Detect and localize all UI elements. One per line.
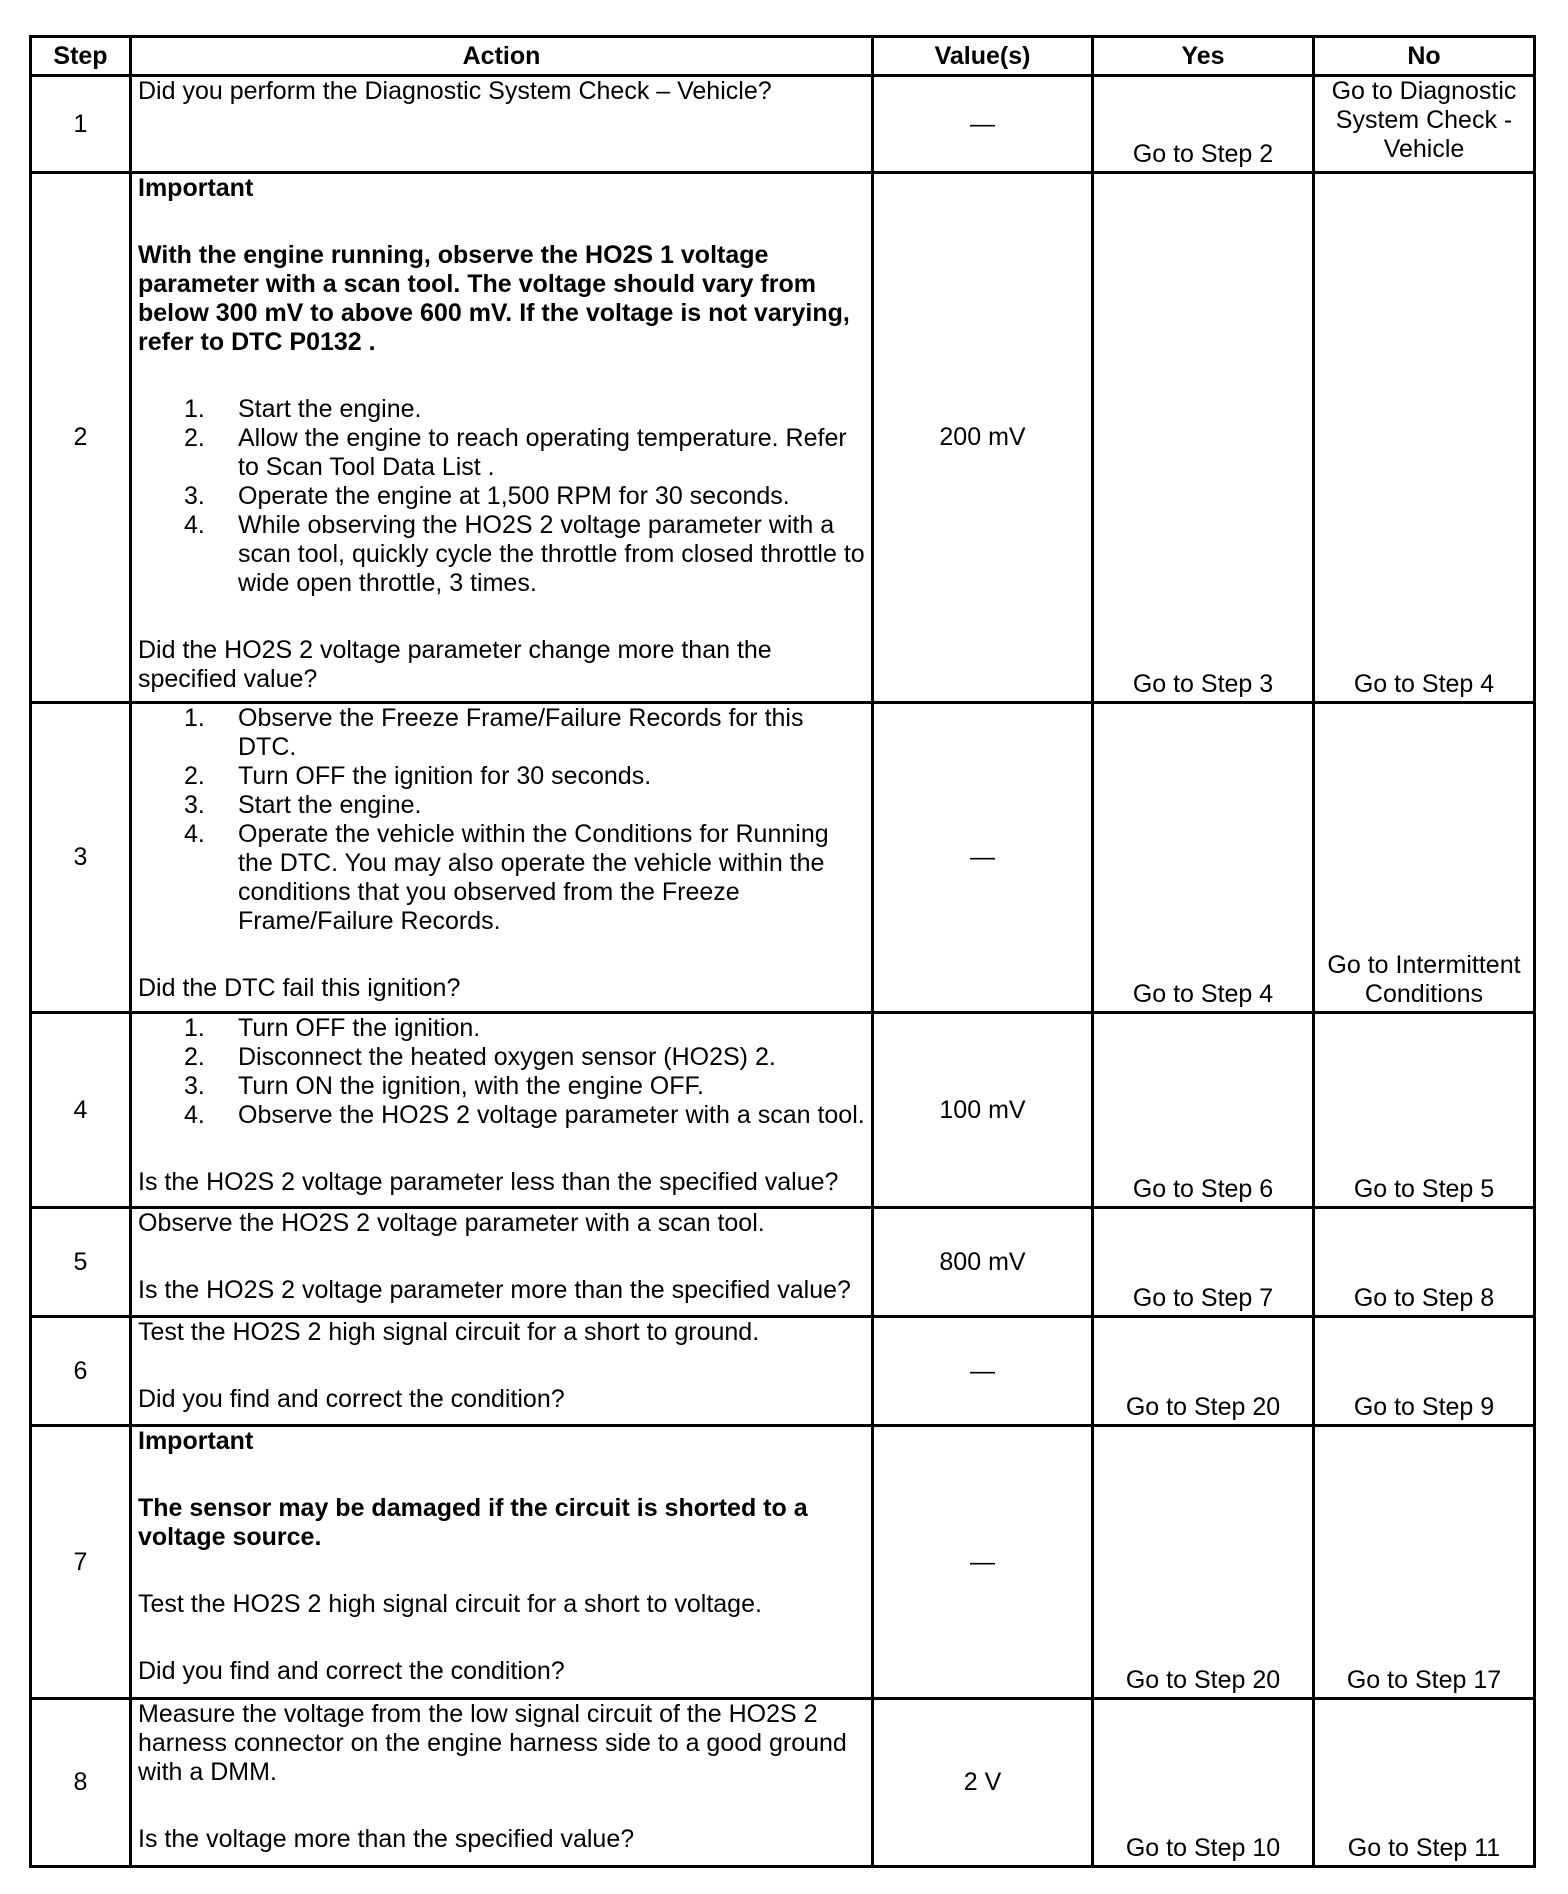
action-question: Did the DTC fail this ignition? xyxy=(138,974,461,1002)
substep-item: 4. While observing the HO2S 2 voltage parameter with a scan tool, quickly cycle the throttle from closed throttle to wide open throttle, 3 times. xyxy=(184,511,865,597)
important-text: With the engine running, observe the HO2S 1 voltage parameter with a scan tool. The voltage should vary from below 300 mV to above 600 mV. If the voltage is not varying, refer to DTC P0132 . xyxy=(138,241,850,356)
substep-item: 1. Observe the Freeze Frame/Failure Records for this DTC. xyxy=(184,704,804,761)
substep-list xyxy=(138,395,867,598)
value-cell: — xyxy=(873,1426,1093,1699)
step-number: 2 xyxy=(31,173,131,703)
substep-item: 4. Observe the HO2S 2 voltage parameter with a scan tool. xyxy=(184,1101,865,1129)
diagnostic-table xyxy=(29,35,1536,1868)
step-number: 5 xyxy=(31,1208,131,1317)
substep-item: 3. Turn ON the ignition, with the engine OFF. xyxy=(184,1072,704,1100)
action-question: Did you find and correct the condition? xyxy=(138,1385,565,1413)
action-cell xyxy=(131,1013,873,1208)
table-row-step-7 xyxy=(31,1426,1535,1699)
substep-list xyxy=(138,1014,867,1130)
no-link[interactable]: Go to Step 17 xyxy=(1314,1426,1535,1699)
yes-link[interactable]: Go to Step 2 xyxy=(1093,76,1314,173)
yes-link[interactable]: Go to Step 20 xyxy=(1093,1426,1314,1699)
value-cell: — xyxy=(873,76,1093,173)
step-number: 6 xyxy=(31,1317,131,1426)
action-cell xyxy=(131,1317,873,1426)
action-cell xyxy=(131,173,873,703)
action-instruction: Test the HO2S 2 high signal circuit for a short to voltage. xyxy=(138,1590,762,1618)
action-question: Is the HO2S 2 voltage parameter less than the specified value? xyxy=(138,1168,839,1196)
step-number: 4 xyxy=(31,1013,131,1208)
step-number: 1 xyxy=(31,76,131,173)
step-number: 8 xyxy=(31,1699,131,1867)
action-question: Did the HO2S 2 voltage parameter change more than the specified value? xyxy=(138,636,772,693)
substep-item: 1. Turn OFF the ignition. xyxy=(184,1014,481,1042)
header-values: Value(s) xyxy=(873,37,1093,76)
action-question: Is the HO2S 2 voltage parameter more than the specified value? xyxy=(138,1276,851,1304)
table-row-step-8 xyxy=(31,1699,1535,1867)
value-cell: 2 V xyxy=(873,1699,1093,1867)
no-link[interactable]: Go to Step 8 xyxy=(1314,1208,1535,1317)
yes-link[interactable]: Go to Step 10 xyxy=(1093,1699,1314,1867)
header-row xyxy=(31,37,1535,76)
no-link[interactable]: Go to Step 5 xyxy=(1314,1013,1535,1208)
action-instruction: Test the HO2S 2 high signal circuit for a short to ground. xyxy=(138,1318,760,1346)
table-row-step-4 xyxy=(31,1013,1535,1208)
value-cell: — xyxy=(873,1317,1093,1426)
no-link[interactable]: Go to Diagnostic System Check - Vehicle xyxy=(1314,76,1535,173)
action-question: Did you perform the Diagnostic System Check – Vehicle? xyxy=(138,77,772,105)
yes-link[interactable]: Go to Step 4 xyxy=(1093,703,1314,1013)
header-no: No xyxy=(1314,37,1535,76)
value-cell: 200 mV xyxy=(873,173,1093,703)
value-cell: 100 mV xyxy=(873,1013,1093,1208)
substep-item: 2. Disconnect the heated oxygen sensor (HO2S) 2. xyxy=(184,1043,776,1071)
action-instruction: Measure the voltage from the low signal circuit of the HO2S 2 harness connector on the engine harness side to a good ground with a DMM. xyxy=(138,1700,847,1786)
action-cell xyxy=(131,1208,873,1317)
substep-item: 3. Operate the engine at 1,500 RPM for 30 seconds. xyxy=(184,482,790,510)
header-yes: Yes xyxy=(1093,37,1314,76)
action-cell xyxy=(131,1699,873,1867)
no-link[interactable]: Go to Step 4 xyxy=(1314,173,1535,703)
no-link[interactable]: Go to Intermittent Conditions xyxy=(1314,703,1535,1013)
step-number: 3 xyxy=(31,703,131,1013)
important-label: Important xyxy=(138,1427,254,1455)
table-row-step-6 xyxy=(31,1317,1535,1426)
substep-item: 2. Allow the engine to reach operating temperature. Refer to Scan Tool Data List . xyxy=(184,424,847,481)
action-question: Is the voltage more than the specified value? xyxy=(138,1825,635,1853)
header-action: Action xyxy=(131,37,873,76)
action-instruction: Observe the HO2S 2 voltage parameter with a scan tool. xyxy=(138,1209,765,1237)
table-row-step-5 xyxy=(31,1208,1535,1317)
header-step: Step xyxy=(31,37,131,76)
action-cell xyxy=(131,703,873,1013)
substep-item: 2. Turn OFF the ignition for 30 seconds. xyxy=(184,762,652,790)
substep-item: 4. Operate the vehicle within the Conditions for Running the DTC. You may also operate the vehicle within the conditions that you observed from the Freeze Frame/Failure Records. xyxy=(184,820,829,935)
action-question: Did you find and correct the condition? xyxy=(138,1657,565,1685)
action-cell xyxy=(131,76,873,173)
table-row-step-3 xyxy=(31,703,1535,1013)
value-cell: — xyxy=(873,703,1093,1013)
action-cell xyxy=(131,1426,873,1699)
no-link[interactable]: Go to Step 11 xyxy=(1314,1699,1535,1867)
yes-link[interactable]: Go to Step 7 xyxy=(1093,1208,1314,1317)
table-row-step-2 xyxy=(31,173,1535,703)
table-row-step-1 xyxy=(31,76,1535,173)
yes-link[interactable]: Go to Step 3 xyxy=(1093,173,1314,703)
value-cell: 800 mV xyxy=(873,1208,1093,1317)
substep-list xyxy=(138,704,867,936)
yes-link[interactable]: Go to Step 20 xyxy=(1093,1317,1314,1426)
step-number: 7 xyxy=(31,1426,131,1699)
yes-link[interactable]: Go to Step 6 xyxy=(1093,1013,1314,1208)
no-link[interactable]: Go to Step 9 xyxy=(1314,1317,1535,1426)
important-label: Important xyxy=(138,174,254,202)
substep-item: 1. Start the engine. xyxy=(184,395,422,423)
substep-item: 3. Start the engine. xyxy=(184,791,422,819)
important-text: The sensor may be damaged if the circuit is shorted to a voltage source. xyxy=(138,1494,808,1551)
